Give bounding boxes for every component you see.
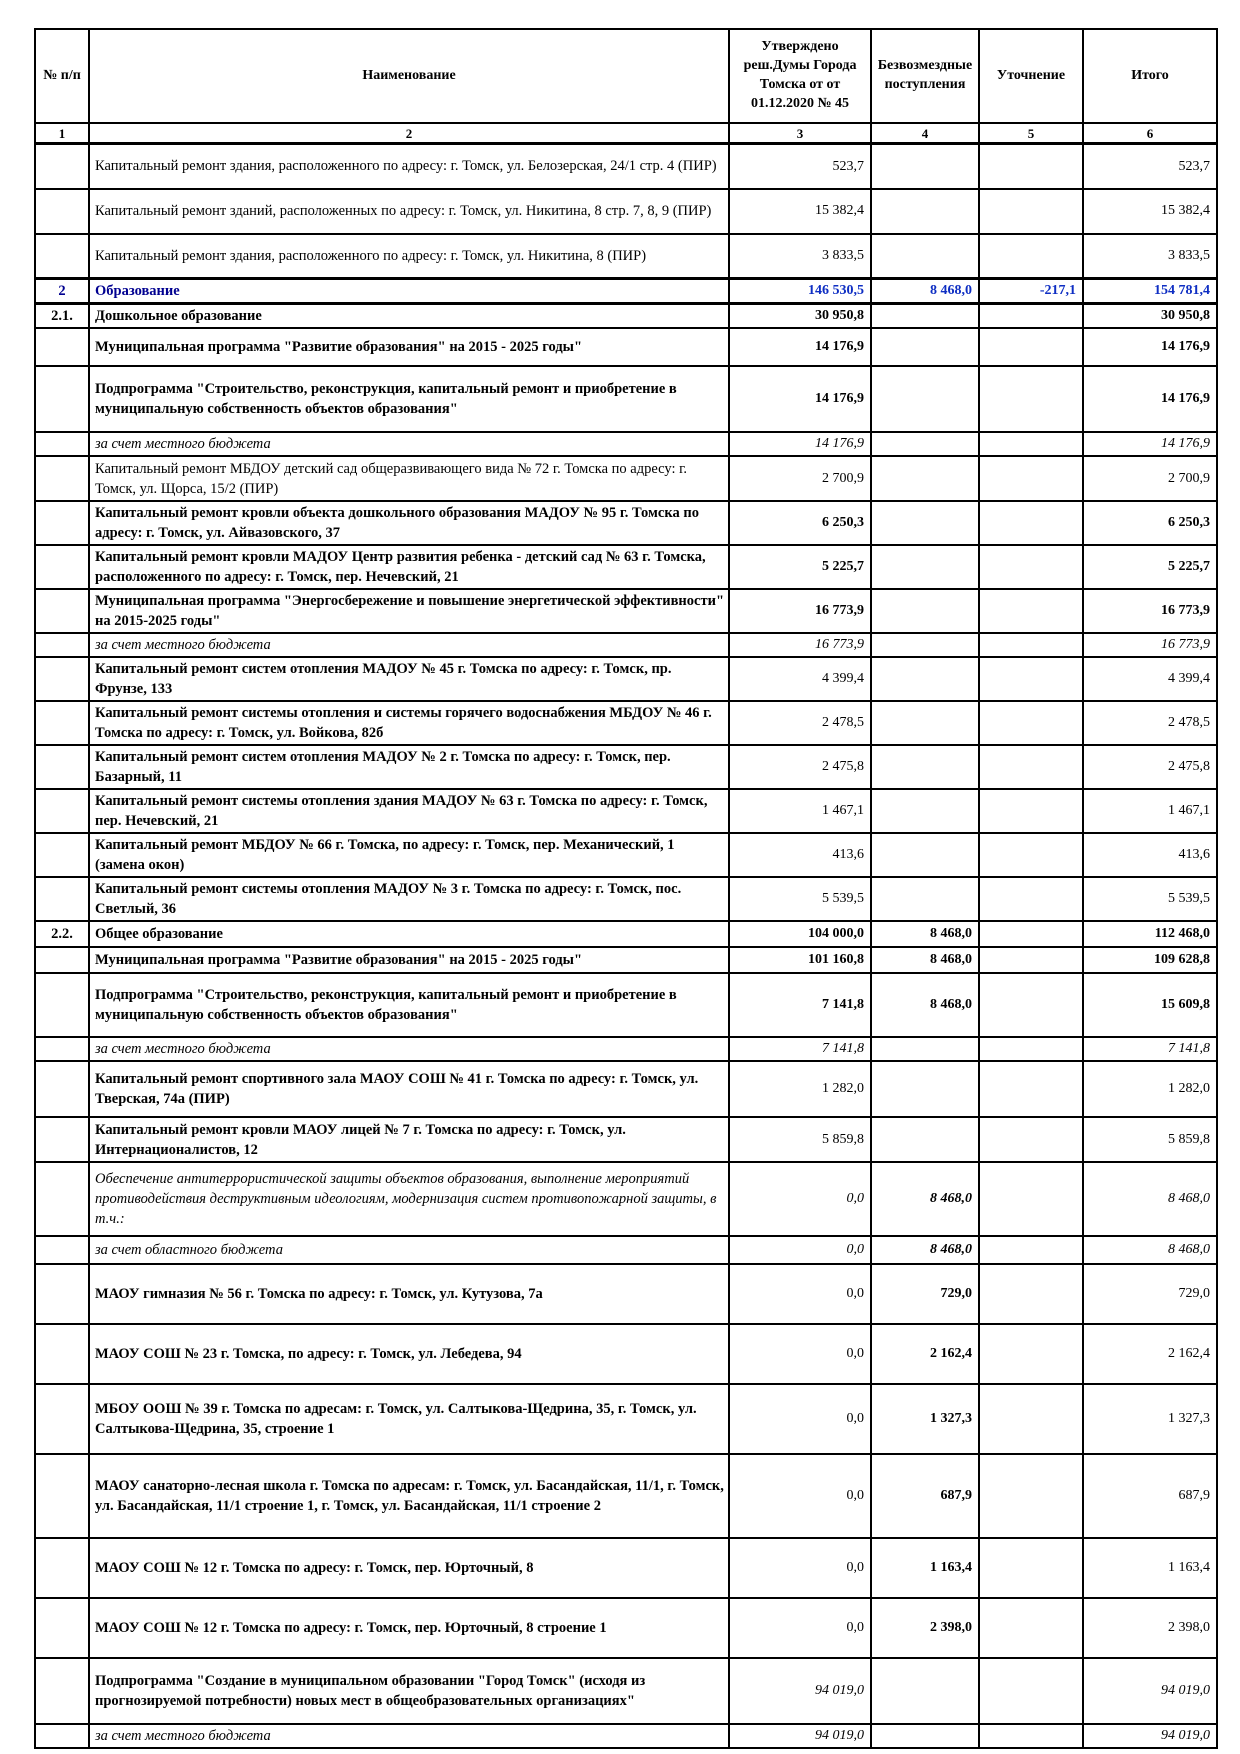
gratuitous-cell	[871, 545, 979, 589]
total-cell: 6 250,3	[1083, 501, 1217, 545]
total-cell: 16 773,9	[1083, 633, 1217, 657]
name-cell: Капитальный ремонт систем отопления МАДОУ № 2 г. Томска по адресу: г. Томск, пер. Базарный, 11	[89, 745, 729, 789]
approved-cell: 523,7	[729, 144, 871, 189]
adjustment-cell	[979, 701, 1083, 745]
total-cell: 4 399,4	[1083, 657, 1217, 701]
row-number-cell	[35, 1061, 89, 1117]
gratuitous-cell	[871, 1724, 979, 1748]
adjustment-cell	[979, 973, 1083, 1037]
approved-cell: 14 176,9	[729, 432, 871, 456]
row-number-cell: 2.1.	[35, 304, 89, 329]
gratuitous-cell: 2 398,0	[871, 1598, 979, 1658]
gratuitous-cell	[871, 1037, 979, 1061]
name-cell: Подпрограмма "Создание в муниципальном образовании "Город Томск" (исходя из прогнозируемой потребности) новых мест в общеобразовательных организациях"	[89, 1658, 729, 1724]
adjustment-cell	[979, 1384, 1083, 1454]
name-cell: МБОУ ООШ № 39 г. Томска по адресам: г. Томск, ул. Салтыкова-Щедрина, 35, г. Томск, ул. Салтыкова-Щедрина, 35, строение 1	[89, 1384, 729, 1454]
table-row	[35, 1384, 1217, 1454]
adjustment-cell	[979, 833, 1083, 877]
column-header-total: Итого	[1083, 29, 1217, 123]
approved-cell: 7 141,8	[729, 973, 871, 1037]
name-cell: Капитальный ремонт кровли МАОУ лицей № 7 г. Томска по адресу: г. Томск, ул. Интернационалистов, 12	[89, 1117, 729, 1162]
row-number-cell	[35, 1236, 89, 1264]
row-number-cell	[35, 633, 89, 657]
gratuitous-cell	[871, 877, 979, 921]
row-number-cell	[35, 745, 89, 789]
row-number-cell: 2.2.	[35, 921, 89, 947]
row-number-cell	[35, 877, 89, 921]
approved-cell: 413,6	[729, 833, 871, 877]
name-cell: Обеспечение антитеррористической защиты объектов образования, выполнение мероприятий противодействия деструктивным идеологиям, модернизация систем противопожарной защиты, в т.ч.:	[89, 1162, 729, 1236]
total-cell: 94 019,0	[1083, 1658, 1217, 1724]
total-cell: 14 176,9	[1083, 328, 1217, 366]
adjustment-cell	[979, 1061, 1083, 1117]
name-cell: Муниципальная программа "Развитие образования" на 2015 - 2025 годы"	[89, 328, 729, 366]
table-row	[35, 1724, 1217, 1748]
approved-cell: 5 539,5	[729, 877, 871, 921]
approved-cell: 5 225,7	[729, 545, 871, 589]
approved-cell: 2 478,5	[729, 701, 871, 745]
adjustment-cell	[979, 1598, 1083, 1658]
column-header-adjustment: Уточнение	[979, 29, 1083, 123]
total-cell: 8 468,0	[1083, 1162, 1217, 1236]
row-number-cell	[35, 589, 89, 633]
name-cell: Капитальный ремонт системы отопления здания МАДОУ № 63 г. Томска по адресу: г. Томск, пер. Нечевский, 21	[89, 789, 729, 833]
gratuitous-cell	[871, 1061, 979, 1117]
approved-cell: 0,0	[729, 1598, 871, 1658]
total-cell: 413,6	[1083, 833, 1217, 877]
approved-cell: 7 141,8	[729, 1037, 871, 1061]
gratuitous-cell	[871, 304, 979, 329]
gratuitous-cell: 8 468,0	[871, 1236, 979, 1264]
total-cell: 15 609,8	[1083, 973, 1217, 1037]
adjustment-cell	[979, 1162, 1083, 1236]
name-cell: за счет местного бюджета	[89, 1724, 729, 1748]
table-row	[35, 545, 1217, 589]
gratuitous-cell: 8 468,0	[871, 921, 979, 947]
adjustment-cell	[979, 304, 1083, 329]
gratuitous-cell	[871, 589, 979, 633]
total-cell: 1 467,1	[1083, 789, 1217, 833]
total-cell: 5 225,7	[1083, 545, 1217, 589]
total-cell: 2 398,0	[1083, 1598, 1217, 1658]
column-index-row	[35, 123, 1217, 144]
row-number-cell	[35, 701, 89, 745]
name-cell: за счет местного бюджета	[89, 1037, 729, 1061]
approved-cell: 2 700,9	[729, 456, 871, 501]
approved-cell: 94 019,0	[729, 1658, 871, 1724]
name-cell: МАОУ гимназия № 56 г. Томска по адресу: г. Томск, ул. Кутузова, 7а	[89, 1264, 729, 1324]
table-row	[35, 973, 1217, 1037]
table-row	[35, 947, 1217, 973]
gratuitous-cell: 729,0	[871, 1264, 979, 1324]
row-number-cell	[35, 1658, 89, 1724]
adjustment-cell	[979, 501, 1083, 545]
budget-table	[34, 28, 1218, 1749]
table-row	[35, 328, 1217, 366]
adjustment-cell	[979, 234, 1083, 279]
approved-cell: 1 467,1	[729, 789, 871, 833]
table-row	[35, 1061, 1217, 1117]
adjustment-cell	[979, 456, 1083, 501]
adjustment-cell	[979, 1454, 1083, 1538]
approved-cell: 0,0	[729, 1236, 871, 1264]
total-cell: 5 539,5	[1083, 877, 1217, 921]
name-cell: за счет местного бюджета	[89, 633, 729, 657]
approved-cell: 0,0	[729, 1324, 871, 1384]
table-row	[35, 657, 1217, 701]
name-cell: Капитальный ремонт спортивного зала МАОУ СОШ № 41 г. Томска по адресу: г. Томск, ул. Тверская, 74а (ПИР)	[89, 1061, 729, 1117]
name-cell: за счет областного бюджета	[89, 1236, 729, 1264]
adjustment-cell	[979, 1724, 1083, 1748]
name-cell: Дошкольное образование	[89, 304, 729, 329]
row-number-cell	[35, 973, 89, 1037]
gratuitous-cell: 8 468,0	[871, 1162, 979, 1236]
approved-cell: 14 176,9	[729, 328, 871, 366]
adjustment-cell	[979, 1236, 1083, 1264]
approved-cell: 5 859,8	[729, 1117, 871, 1162]
table-row	[35, 1324, 1217, 1384]
adjustment-cell	[979, 1117, 1083, 1162]
table-row	[35, 1117, 1217, 1162]
name-cell: Капитальный ремонт здания, расположенного по адресу: г. Томск, ул. Белозерская, 24/1 стр. 4 (ПИР)	[89, 144, 729, 189]
name-cell: МАОУ СОШ № 12 г. Томска по адресу: г. Томск, пер. Юрточный, 8	[89, 1538, 729, 1598]
row-number-cell	[35, 1324, 89, 1384]
row-number-cell	[35, 1598, 89, 1658]
row-number-cell: 2	[35, 279, 89, 304]
column-index-4: 4	[871, 123, 979, 144]
total-cell: 2 162,4	[1083, 1324, 1217, 1384]
name-cell: МАОУ СОШ № 23 г. Томска, по адресу: г. Томск, ул. Лебедева, 94	[89, 1324, 729, 1384]
adjustment-cell	[979, 657, 1083, 701]
gratuitous-cell: 8 468,0	[871, 973, 979, 1037]
gratuitous-cell	[871, 657, 979, 701]
adjustment-cell	[979, 545, 1083, 589]
total-cell: 154 781,4	[1083, 279, 1217, 304]
total-cell: 7 141,8	[1083, 1037, 1217, 1061]
row-number-cell	[35, 1384, 89, 1454]
row-number-cell	[35, 657, 89, 701]
table-header-row	[35, 29, 1217, 123]
gratuitous-cell	[871, 1117, 979, 1162]
name-cell: Муниципальная программа "Развитие образования" на 2015 - 2025 годы"	[89, 947, 729, 973]
adjustment-cell	[979, 328, 1083, 366]
adjustment-cell	[979, 366, 1083, 432]
column-index-3: 3	[729, 123, 871, 144]
table-row	[35, 234, 1217, 279]
total-cell: 14 176,9	[1083, 432, 1217, 456]
row-number-cell	[35, 1264, 89, 1324]
approved-cell: 0,0	[729, 1454, 871, 1538]
table-row	[35, 501, 1217, 545]
table-row	[35, 1658, 1217, 1724]
approved-cell: 3 833,5	[729, 234, 871, 279]
adjustment-cell	[979, 745, 1083, 789]
row-number-cell	[35, 545, 89, 589]
name-cell: Капитальный ремонт систем отопления МАДОУ № 45 г. Томска по адресу: г. Томск, пр. Фрунзе, 133	[89, 657, 729, 701]
adjustment-cell	[979, 189, 1083, 234]
name-cell: за счет местного бюджета	[89, 432, 729, 456]
total-cell: 523,7	[1083, 144, 1217, 189]
name-cell: Образование	[89, 279, 729, 304]
row-number-cell	[35, 1724, 89, 1748]
total-cell: 5 859,8	[1083, 1117, 1217, 1162]
name-cell: МАОУ санаторно-лесная школа г. Томска по адресам: г. Томск, ул. Басандайская, 11/1, г. Томск, ул. Басандайская, 11/1 строение 1, г. Томск, ул. Басандайская, 11/1 строение 2	[89, 1454, 729, 1538]
total-cell: 16 773,9	[1083, 589, 1217, 633]
name-cell: Капитальный ремонт системы отопления и системы горячего водоснабжения МБДОУ № 46 г. Томска по адресу: г. Томск, ул. Войкова, 82б	[89, 701, 729, 745]
table-row	[35, 1037, 1217, 1061]
gratuitous-cell	[871, 432, 979, 456]
name-cell: Подпрограмма "Строительство, реконструкция, капитальный ремонт и приобретение в муниципальную собственность объектов образования"	[89, 973, 729, 1037]
table-row	[35, 1162, 1217, 1236]
name-cell: Общее образование	[89, 921, 729, 947]
approved-cell: 0,0	[729, 1384, 871, 1454]
total-cell: 1 163,4	[1083, 1538, 1217, 1598]
table-row	[35, 589, 1217, 633]
approved-cell: 16 773,9	[729, 589, 871, 633]
gratuitous-cell	[871, 366, 979, 432]
total-cell: 2 700,9	[1083, 456, 1217, 501]
approved-cell: 16 773,9	[729, 633, 871, 657]
table-row	[35, 304, 1217, 329]
total-cell: 687,9	[1083, 1454, 1217, 1538]
total-cell: 3 833,5	[1083, 234, 1217, 279]
row-number-cell	[35, 833, 89, 877]
row-number-cell	[35, 1538, 89, 1598]
approved-cell: 0,0	[729, 1538, 871, 1598]
adjustment-cell	[979, 589, 1083, 633]
gratuitous-cell	[871, 1658, 979, 1724]
gratuitous-cell: 2 162,4	[871, 1324, 979, 1384]
gratuitous-cell	[871, 745, 979, 789]
approved-cell: 4 399,4	[729, 657, 871, 701]
table-row	[35, 921, 1217, 947]
row-number-cell	[35, 1037, 89, 1061]
column-header-approved: Утверждено реш.Думы Города Томска от от 01.12.2020 № 45	[729, 29, 871, 123]
total-cell: 112 468,0	[1083, 921, 1217, 947]
name-cell: Капитальный ремонт здания, расположенного по адресу: г. Томск, ул. Никитина, 8 (ПИР)	[89, 234, 729, 279]
adjustment-cell	[979, 1264, 1083, 1324]
row-number-cell	[35, 328, 89, 366]
column-header-name: Наименование	[89, 29, 729, 123]
adjustment-cell	[979, 144, 1083, 189]
row-number-cell	[35, 1454, 89, 1538]
table-row	[35, 701, 1217, 745]
row-number-cell	[35, 189, 89, 234]
name-cell: Муниципальная программа "Энергосбережение и повышение энергетической эффективности" на 2015-2025 годы"	[89, 589, 729, 633]
table-row	[35, 432, 1217, 456]
approved-cell: 0,0	[729, 1162, 871, 1236]
approved-cell: 94 019,0	[729, 1724, 871, 1748]
adjustment-cell	[979, 1037, 1083, 1061]
total-cell: 109 628,8	[1083, 947, 1217, 973]
table-row	[35, 144, 1217, 189]
gratuitous-cell	[871, 701, 979, 745]
name-cell: Капитальный ремонт системы отопления МАДОУ № 3 г. Томска по адресу: г. Томск, пос. Светлый, 36	[89, 877, 729, 921]
gratuitous-cell	[871, 328, 979, 366]
table-row	[35, 279, 1217, 304]
adjustment-cell	[979, 877, 1083, 921]
gratuitous-cell	[871, 189, 979, 234]
gratuitous-cell: 8 468,0	[871, 947, 979, 973]
table-row	[35, 633, 1217, 657]
approved-cell: 104 000,0	[729, 921, 871, 947]
row-number-cell	[35, 456, 89, 501]
row-number-cell	[35, 366, 89, 432]
total-cell: 2 475,8	[1083, 745, 1217, 789]
table-row	[35, 745, 1217, 789]
approved-cell: 1 282,0	[729, 1061, 871, 1117]
approved-cell: 146 530,5	[729, 279, 871, 304]
adjustment-cell	[979, 1538, 1083, 1598]
name-cell: МАОУ СОШ № 12 г. Томска по адресу: г. Томск, пер. Юрточный, 8 строение 1	[89, 1598, 729, 1658]
adjustment-cell	[979, 789, 1083, 833]
table-row	[35, 1236, 1217, 1264]
column-index-5: 5	[979, 123, 1083, 144]
row-number-cell	[35, 501, 89, 545]
adjustment-cell	[979, 947, 1083, 973]
approved-cell: 14 176,9	[729, 366, 871, 432]
total-cell: 2 478,5	[1083, 701, 1217, 745]
total-cell: 30 950,8	[1083, 304, 1217, 329]
adjustment-cell	[979, 921, 1083, 947]
adjustment-cell	[979, 1658, 1083, 1724]
gratuitous-cell	[871, 144, 979, 189]
table-row	[35, 1454, 1217, 1538]
name-cell: Капитальный ремонт кровли объекта дошкольного образования МАДОУ № 95 г. Томска по адресу: г. Томск, ул. Айвазовского, 37	[89, 501, 729, 545]
column-index-6: 6	[1083, 123, 1217, 144]
row-number-cell	[35, 789, 89, 833]
adjustment-cell	[979, 432, 1083, 456]
approved-cell: 15 382,4	[729, 189, 871, 234]
approved-cell: 101 160,8	[729, 947, 871, 973]
column-index-2: 2	[89, 123, 729, 144]
gratuitous-cell	[871, 633, 979, 657]
total-cell: 15 382,4	[1083, 189, 1217, 234]
table-row	[35, 833, 1217, 877]
total-cell: 94 019,0	[1083, 1724, 1217, 1748]
gratuitous-cell: 1 163,4	[871, 1538, 979, 1598]
gratuitous-cell: 1 327,3	[871, 1384, 979, 1454]
name-cell: Капитальный ремонт кровли МАДОУ Центр развития ребенка - детский сад № 63 г. Томска, расположенного по адресу: г. Томск, пер. Нечевский, 21	[89, 545, 729, 589]
approved-cell: 30 950,8	[729, 304, 871, 329]
table-row	[35, 789, 1217, 833]
row-number-cell	[35, 432, 89, 456]
approved-cell: 2 475,8	[729, 745, 871, 789]
table-row	[35, 1598, 1217, 1658]
total-cell: 729,0	[1083, 1264, 1217, 1324]
column-header-num: № п/п	[35, 29, 89, 123]
total-cell: 1 327,3	[1083, 1384, 1217, 1454]
total-cell: 14 176,9	[1083, 366, 1217, 432]
name-cell: Подпрограмма "Строительство, реконструкция, капитальный ремонт и приобретение в муниципальную собственность объектов образования"	[89, 366, 729, 432]
table-row	[35, 1538, 1217, 1598]
gratuitous-cell	[871, 456, 979, 501]
gratuitous-cell: 8 468,0	[871, 279, 979, 304]
adjustment-cell: -217,1	[979, 279, 1083, 304]
row-number-cell	[35, 1117, 89, 1162]
approved-cell: 6 250,3	[729, 501, 871, 545]
row-number-cell	[35, 144, 89, 189]
name-cell: Капитальный ремонт МБДОУ детский сад общеразвивающего вида № 72 г. Томска по адресу: г. Томск, ул. Щорса, 15/2 (ПИР)	[89, 456, 729, 501]
name-cell: Капитальный ремонт зданий, расположенных по адресу: г. Томск, ул. Никитина, 8 стр. 7, 8, 9 (ПИР)	[89, 189, 729, 234]
row-number-cell	[35, 1162, 89, 1236]
table-row	[35, 1264, 1217, 1324]
adjustment-cell	[979, 633, 1083, 657]
row-number-cell	[35, 234, 89, 279]
approved-cell: 0,0	[729, 1264, 871, 1324]
table-row	[35, 366, 1217, 432]
name-cell: Капитальный ремонт МБДОУ № 66 г. Томска, по адресу: г. Томск, пер. Механический, 1 (замена окон)	[89, 833, 729, 877]
gratuitous-cell: 687,9	[871, 1454, 979, 1538]
total-cell: 1 282,0	[1083, 1061, 1217, 1117]
adjustment-cell	[979, 1324, 1083, 1384]
row-number-cell	[35, 947, 89, 973]
table-row	[35, 456, 1217, 501]
table-row	[35, 189, 1217, 234]
table-row	[35, 877, 1217, 921]
gratuitous-cell	[871, 789, 979, 833]
gratuitous-cell	[871, 833, 979, 877]
column-header-gratuitous: Безвозмездные поступления	[871, 29, 979, 123]
total-cell: 8 468,0	[1083, 1236, 1217, 1264]
gratuitous-cell	[871, 234, 979, 279]
gratuitous-cell	[871, 501, 979, 545]
column-index-1: 1	[35, 123, 89, 144]
